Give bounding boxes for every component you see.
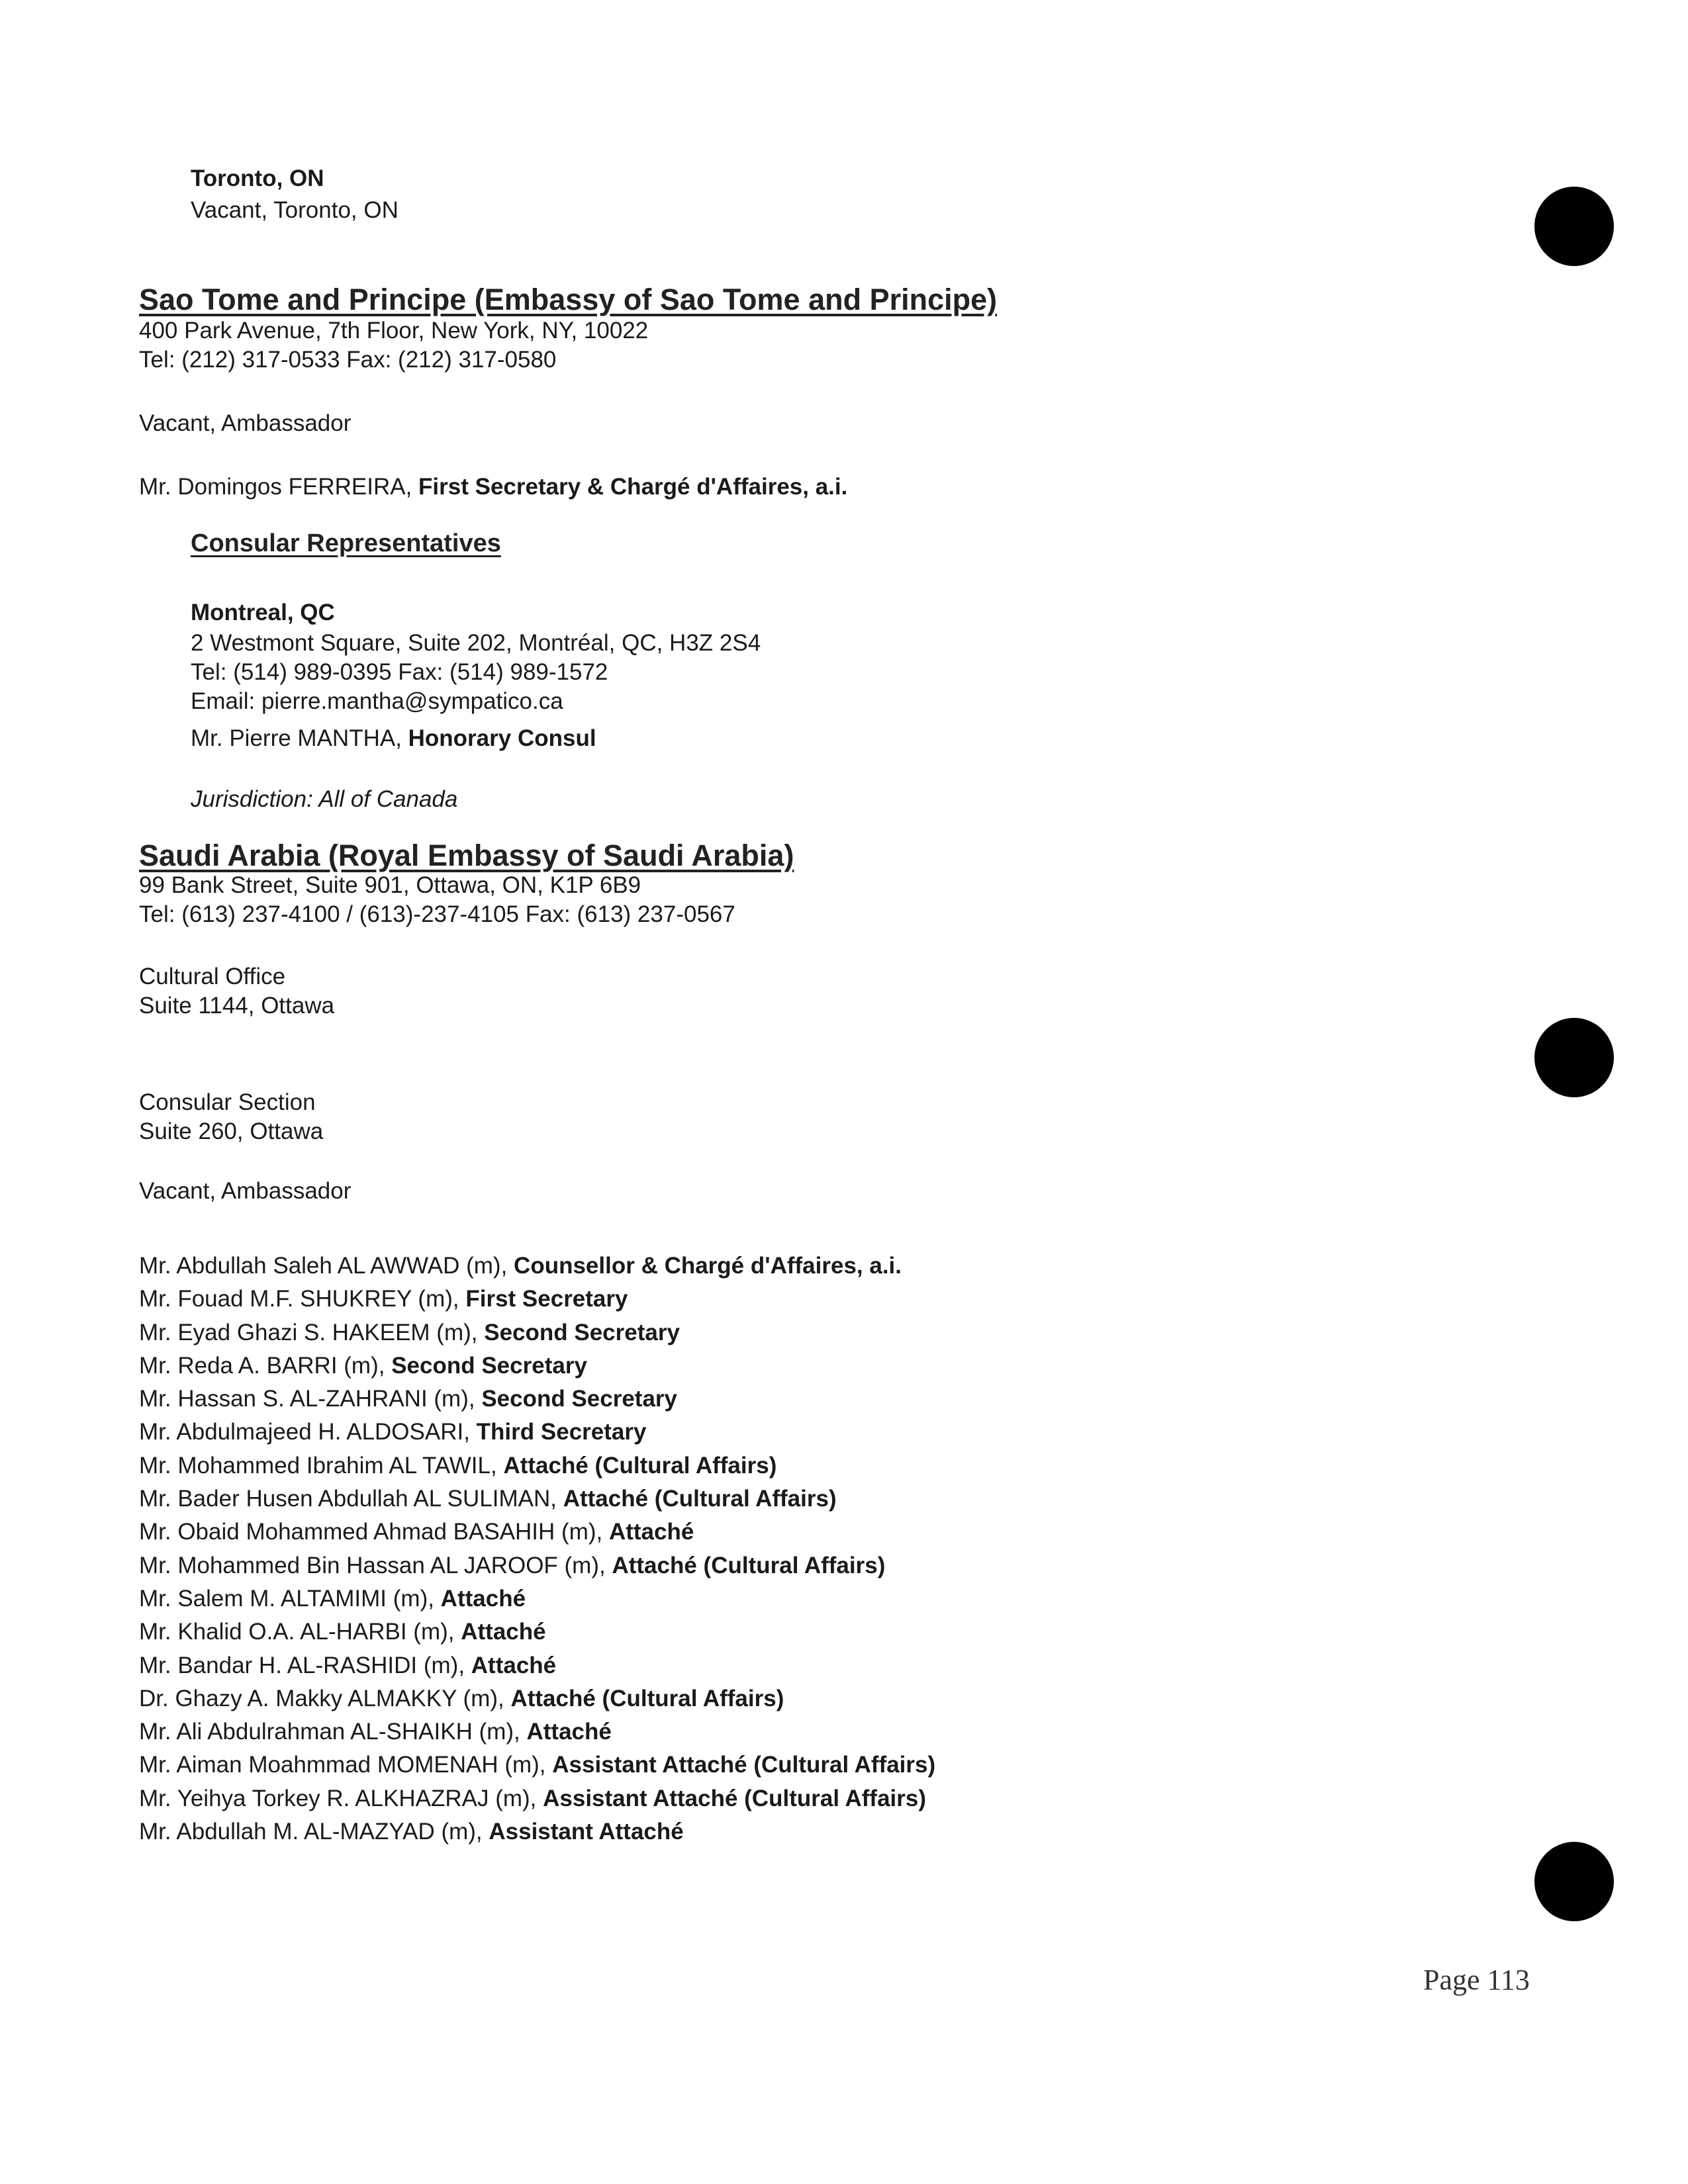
jurisdiction-note: Jurisdiction: All of Canada (191, 786, 458, 812)
staff-title: Third Secretary (476, 1419, 647, 1445)
staff-title: Second Secretary (391, 1352, 587, 1379)
ambassador-line: Vacant, Ambassador (139, 1178, 352, 1204)
staff-name: Mr. Bandar H. AL-RASHIDI (m), (139, 1652, 471, 1678)
consulate-phone: Tel: (514) 989-0395 Fax: (514) 989-1572 (191, 659, 608, 685)
staff-name: Mr. Obaid Mohammed Ahmad BASAHIH (m), (139, 1519, 609, 1545)
embassy-address: 99 Bank Street, Suite 901, Ottawa, ON, K1P 6B9 (139, 872, 641, 898)
embassy-address: 400 Park Avenue, 7th Floor, New York, NY, 10022 (139, 318, 649, 343)
sao-tome-section (139, 282, 1529, 502)
staff-title: Attaché (Cultural Affairs) (510, 1685, 784, 1711)
staff-name: Mr. Abdullah Saleh AL AWWAD (m), (139, 1253, 514, 1279)
staff-name: Mr. Mohammed Ibrahim AL TAWIL, (139, 1452, 504, 1479)
saudi-staff-list (139, 1250, 1529, 1848)
staff-title: Second Secretary (481, 1386, 678, 1412)
staff-entry (139, 1482, 1529, 1516)
consul-entry (191, 724, 1581, 753)
staff-entry (139, 1615, 1529, 1649)
staff-title: Attaché (471, 1652, 557, 1678)
staff-title: Attaché (Cultural Affairs) (612, 1552, 886, 1578)
staff-entry (139, 1649, 1529, 1682)
staff-name: Mr. Yeihya Torkey R. ALKHAZRAJ (m), (139, 1785, 543, 1811)
consulate-email: Email: pierre.mantha@sympatico.ca (191, 688, 563, 714)
staff-title: Counsellor & Chargé d'Affaires, a.i. (514, 1253, 902, 1279)
staff-name: Mr. Reda A. BARRI (m), (139, 1352, 392, 1379)
page-number: Page 113 (1423, 1964, 1530, 1996)
punch-hole-bottom (1534, 1842, 1614, 1921)
punch-hole-middle (1534, 1018, 1614, 1097)
staff-name: Mr. Khalid O.A. AL-HARBI (m), (139, 1619, 461, 1645)
staff-entry (139, 1815, 1529, 1848)
cultural-office-suite: Suite 1144, Ottawa (139, 993, 335, 1019)
staff-name: Mr. Fouad M.F. SHUKREY (m), (139, 1286, 466, 1312)
staff-name: Mr. Abdulmajeed H. ALDOSARI, (139, 1419, 477, 1445)
staff-entry (139, 1715, 1529, 1749)
consular-section-suite: Suite 260, Ottawa (139, 1118, 324, 1144)
staff-entry (139, 1449, 1529, 1482)
embassy-phone: Tel: (212) 317-0533 Fax: (212) 317-0580 (139, 347, 557, 373)
embassy-phone: Tel: (613) 237-4100 / (613)-237-4105 Fax: (613) 237-0567 (139, 901, 735, 927)
cultural-office-label: Cultural Office (139, 964, 286, 989)
consulate-address: 2 Westmont Square, Suite 202, Montréal, QC, H3Z 2S4 (191, 630, 761, 656)
staff-name: Mr. Mohammed Bin Hassan AL JAROOF (m), (139, 1552, 612, 1578)
staff-entry (139, 1383, 1529, 1416)
staff-title: Attaché (608, 1519, 694, 1545)
staff-name: Mr. Bader Husen Abdullah AL SULIMAN, (139, 1486, 563, 1512)
staff-name: Mr. Ali Abdulrahman AL-SHAIKH (m), (139, 1719, 527, 1745)
staff-title: Attaché (440, 1585, 526, 1612)
consulate-line: Vacant, Toronto, ON (191, 197, 399, 223)
staff-name: Mr. Salem M. ALTAMIMI (m), (139, 1585, 441, 1612)
staff-entry (139, 1283, 1529, 1316)
staff-title: First Secretary & Chargé d'Affaires, a.i. (418, 474, 848, 500)
consulate-city: Toronto, ON (191, 165, 324, 191)
staff-entry (139, 1250, 1529, 1283)
consul-title: Honorary Consul (408, 725, 596, 751)
ambassador-line: Vacant, Ambassador (139, 410, 352, 436)
consulate-city: Montreal, QC (191, 600, 335, 625)
country-heading: Sao Tome and Principe (Embassy of Sao Tome and Principe) (139, 283, 998, 316)
staff-name: Mr. Eyad Ghazi S. HAKEEM (m), (139, 1319, 485, 1345)
staff-entry (139, 1582, 1529, 1615)
staff-name: Mr. Aiman Moahmmad MOMENAH (m), (139, 1752, 553, 1778)
staff-title: First Secretary (465, 1286, 628, 1312)
staff-entry (139, 1682, 1529, 1715)
staff-entry (139, 1549, 1529, 1582)
consul-name: Mr. Pierre MANTHA, (191, 725, 408, 751)
staff-name: Mr. Hassan S. AL-ZAHRANI (m), (139, 1386, 482, 1412)
staff-entry (139, 1349, 1529, 1383)
staff-entry (139, 1749, 1529, 1782)
staff-entry (139, 1516, 1529, 1549)
staff-title: Attaché (461, 1619, 546, 1645)
staff-name: Dr. Ghazy A. Makky ALMAKKY (m), (139, 1685, 511, 1711)
sao-tome-consular (191, 527, 1581, 814)
staff-name: Mr. Abdullah M. AL-MAZYAD (m), (139, 1819, 489, 1845)
consular-heading: Consular Representatives (191, 529, 501, 557)
saudi-arabia-section (139, 838, 1529, 1206)
staff-name: Mr. Domingos FERREIRA, (139, 474, 419, 500)
toronto-consulate (191, 164, 1581, 225)
staff-entry (139, 1416, 1529, 1449)
staff-title: Attaché (Cultural Affairs) (563, 1486, 837, 1512)
staff-entry (139, 473, 1529, 502)
staff-title: Assistant Attaché (Cultural Affairs) (552, 1752, 936, 1778)
staff-title: Attaché (Cultural Affairs) (503, 1452, 777, 1479)
staff-entry (139, 1782, 1529, 1815)
staff-entry (139, 1316, 1529, 1349)
consular-section-label: Consular Section (139, 1089, 316, 1115)
country-heading: Saudi Arabia (Royal Embassy of Saudi Arabia) (139, 839, 794, 872)
staff-title: Assistant Attaché (489, 1819, 684, 1845)
staff-title: Second Secretary (484, 1319, 680, 1345)
staff-title: Attaché (526, 1719, 612, 1745)
staff-title: Assistant Attaché (Cultural Affairs) (543, 1785, 926, 1811)
